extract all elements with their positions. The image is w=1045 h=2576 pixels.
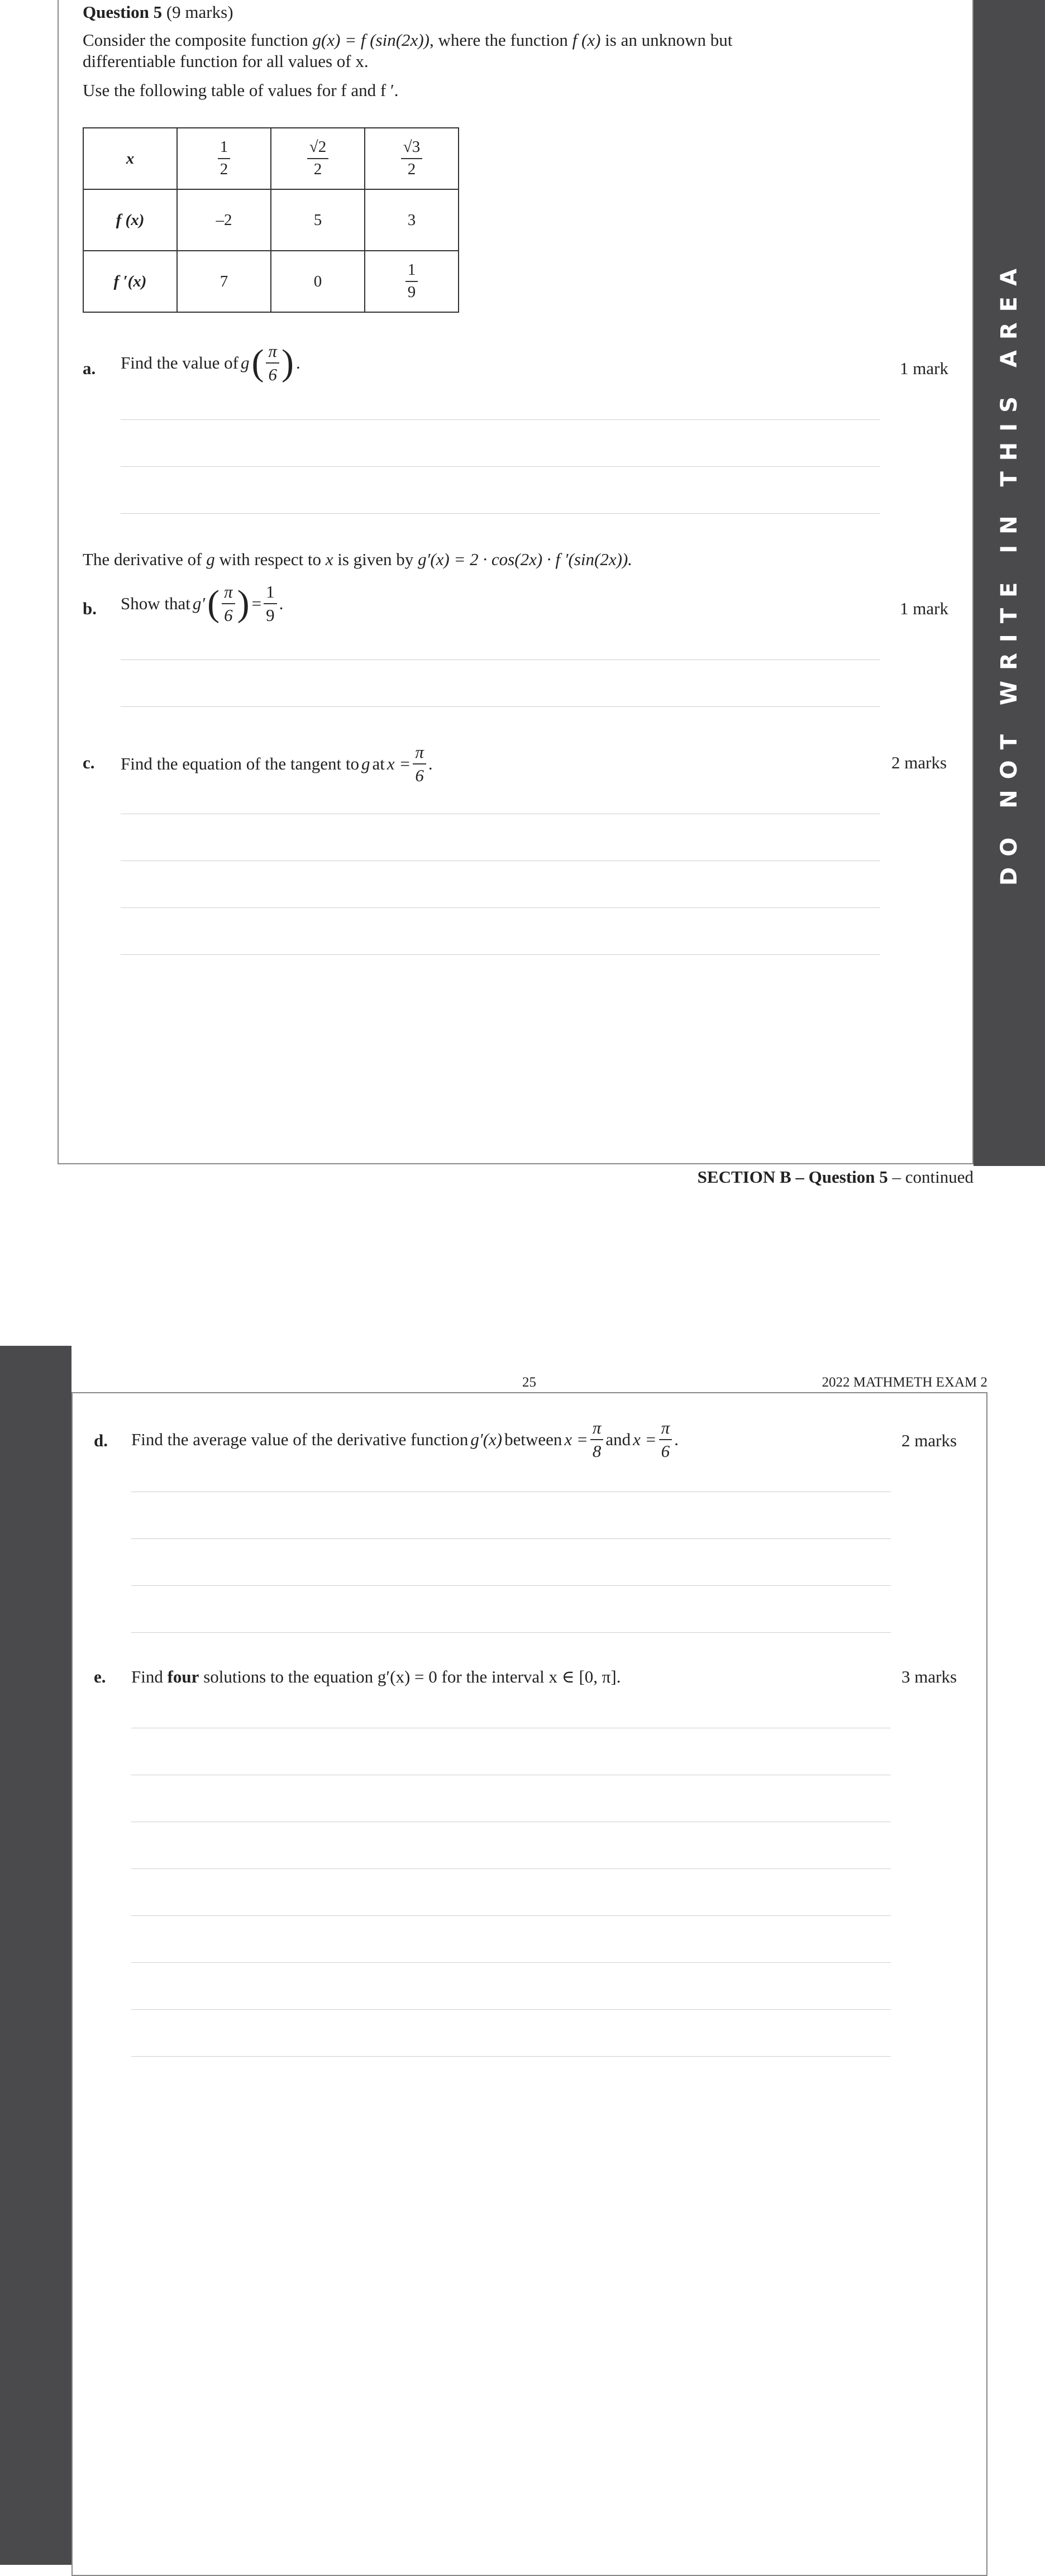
part-a-fn: g: [240, 353, 250, 373]
values-table: [83, 127, 459, 313]
part-e-question: [131, 1667, 621, 1687]
do-not-write-label: DO NOT WRITE IN THIS AREA: [996, 258, 1022, 886]
x-value-2: $\frac{√2}{2}$: [271, 128, 365, 189]
answer-line[interactable]: [131, 1632, 891, 1633]
part-e-label: e.: [94, 1667, 106, 1686]
question-intro-line2: differentiable function for all values of x.: [83, 51, 369, 71]
part-a-marks: 1 mark: [900, 359, 948, 378]
fpx-value-1: 7: [177, 251, 271, 312]
margin-sidebar-left: [0, 1346, 71, 2565]
answer-line[interactable]: [131, 1962, 891, 1963]
part-c-g: g: [361, 754, 370, 774]
table-row-fx: [83, 189, 459, 251]
page-2-frame: [71, 1392, 987, 2576]
part-b-label: b.: [83, 599, 97, 618]
question-marks: (9 marks): [166, 2, 233, 22]
intro-function: g(x) = f (sin(2x)): [312, 30, 430, 50]
row-header-x: x: [83, 128, 177, 189]
part-a-text: Find the value of: [121, 353, 238, 373]
fx-value-2: 5: [271, 189, 365, 251]
answer-line[interactable]: [131, 2056, 891, 2057]
part-d-xeq1: x =: [564, 1430, 588, 1450]
intro-text-3: is an unknown but: [605, 30, 733, 50]
part-e-text: solutions to the equation g′(x) = 0 for the interval x ∈ [0, π].: [203, 1667, 621, 1686]
answer-line[interactable]: [121, 466, 880, 467]
answer-line[interactable]: [131, 1585, 891, 1586]
answer-line[interactable]: [131, 1915, 891, 1916]
part-b-eq: =: [251, 594, 262, 614]
part-e-marks: 3 marks: [901, 1667, 957, 1686]
derivative-formula: g′(x) = 2 · cos(2x) · f ′(sin(2x)).: [418, 549, 633, 569]
part-c-text: Find the equation of the tangent to: [121, 754, 360, 774]
section-footer: [698, 1167, 974, 1187]
question-number: Question 5: [83, 2, 163, 22]
answer-line[interactable]: [121, 513, 880, 514]
part-d-question: Find the average value of the derivative function g′(x) between x = $\frac{\pi}{8}$ and x = $\frac{\pi}{6}$ .: [131, 1418, 679, 1461]
table-row-fpx: [83, 251, 459, 312]
footer-continued: – continued: [887, 1167, 974, 1187]
part-e-four: four: [167, 1667, 199, 1686]
part-c-at: at: [372, 754, 385, 774]
x-value-3: $\frac{√3}{2}$: [365, 128, 459, 189]
row-header-fx: f (x): [83, 189, 177, 251]
fx-value-3: 3: [365, 189, 459, 251]
table-intro: Use the following table of values for f and f ′.: [83, 80, 399, 100]
derivative-text: The derivative of: [83, 549, 202, 569]
answer-line[interactable]: [121, 706, 880, 707]
part-d-marks: 2 marks: [901, 1431, 957, 1450]
part-e-find: Find: [131, 1667, 163, 1686]
part-d-fn: g′(x): [470, 1430, 503, 1450]
answer-line[interactable]: [121, 954, 880, 955]
intro-fx: f (x): [572, 30, 601, 50]
part-c-marks: 2 marks: [891, 753, 947, 772]
part-d-xeq2: x =: [633, 1430, 657, 1450]
question-title: [83, 2, 233, 22]
fpx-value-2: 0: [271, 251, 365, 312]
margin-sidebar: [974, 0, 1045, 1166]
answer-line[interactable]: [131, 1868, 891, 1869]
question-intro: [83, 30, 876, 50]
table-row-x: [83, 128, 459, 189]
derivative-x: x: [325, 549, 333, 569]
part-c-label: c.: [83, 753, 95, 772]
intro-text-2: , where the function: [429, 30, 568, 50]
part-a-question: Find the value of g ( $\frac{\pi}{6}$ ) .: [121, 341, 300, 385]
derivative-g: g: [206, 549, 215, 569]
fx-value-1: –2: [177, 189, 271, 251]
answer-line[interactable]: [121, 419, 880, 420]
derivative-text-3: is given by: [337, 549, 414, 569]
derivative-statement: [83, 549, 632, 570]
x-value-1: $\frac{1}{2}$: [177, 128, 271, 189]
part-d-text: Find the average value of the derivative function: [131, 1430, 469, 1450]
part-c-question: Find the equation of the tangent to g at x = $\frac{\pi}{6}$ .: [121, 742, 433, 786]
part-c-xeq: x =: [386, 754, 411, 774]
part-d-and: and: [605, 1430, 631, 1450]
derivative-text-2: with respect to: [219, 549, 321, 569]
footer-section: SECTION B – Question 5: [697, 1167, 888, 1187]
part-b-question: Show that g′ ( $\frac{\pi}{6}$ ) = $\frac{1}{9}$ .: [121, 582, 284, 625]
part-d-label: d.: [94, 1431, 108, 1450]
answer-line[interactable]: [131, 1538, 891, 1539]
intro-text: Consider the composite function: [83, 30, 308, 50]
row-header-fpx: f ′(x): [83, 251, 177, 312]
part-d-between: between: [504, 1430, 562, 1450]
answer-line[interactable]: [121, 659, 880, 660]
part-a-label: a.: [83, 359, 96, 378]
part-b-text: Show that: [121, 594, 190, 614]
part-b-fn: g′: [192, 594, 206, 614]
page-number: 25: [522, 1375, 536, 1390]
fpx-value-3: $\frac{1}{9}$: [365, 251, 459, 312]
part-b-marks: 1 mark: [900, 599, 948, 618]
exam-header: 2022 MATHMETH EXAM 2: [822, 1375, 987, 1390]
answer-line[interactable]: [131, 2009, 891, 2010]
answer-line[interactable]: [121, 907, 880, 908]
